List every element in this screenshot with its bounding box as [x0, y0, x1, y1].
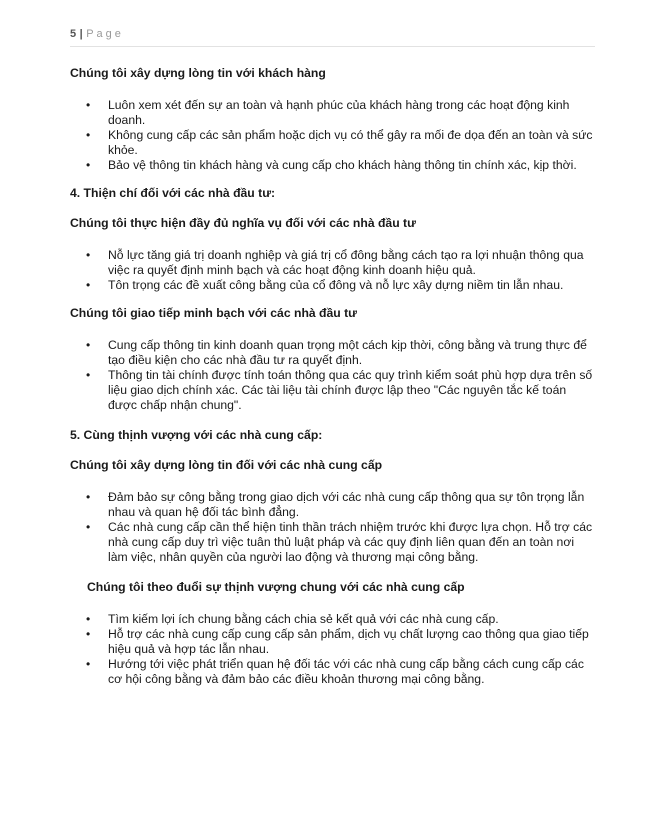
list-item: [70, 278, 595, 293]
list-item-text: Thông tin tài chính được tính toán thông qua các quy trình kiểm soát phù hợp dựa trên số liệu giao dịch chính xác. Các tài liệu tài chính được lập theo "Các nguyên tắc kế toán được chấp nhận chung".: [108, 368, 593, 412]
bullet-icon: •: [86, 657, 91, 671]
section-heading: 4. Thiện chí đối với các nhà đầu tư:: [70, 186, 276, 200]
bullet-icon: •: [86, 98, 91, 112]
bullet-icon: •: [86, 128, 91, 142]
list-item-text: Tôn trọng các đề xuất công bằng của cổ đông và nỗ lực xây dựng niềm tin lẫn nhau.: [108, 278, 564, 292]
list-item-text: Nỗ lực tăng giá trị doanh nghiệp và giá trị cổ đông bằng cách tạo ra lợi nhuận thông qua việc ra quyết định minh bạch và các hoạt động kinh doanh hiệu quả.: [108, 248, 584, 277]
section-heading: Chúng tôi giao tiếp minh bạch với các nhà đầu tư: [70, 306, 357, 320]
list-item-text: Các nhà cung cấp cần thể hiện tinh thần trách nhiệm trước khi được lựa chọn. Hỗ trợ các nhà cung cấp duy trì việc tuân thủ luật pháp và các quy định liên quan đến an toàn nơi làm việc, nhân quyền của người lao động và thương mại công bằng.: [108, 520, 593, 564]
bullet-list: [70, 98, 595, 173]
list-item: [70, 128, 595, 158]
bullet-icon: •: [86, 278, 91, 292]
list-item-text: Hướng tới việc phát triển quan hệ đối tác với các nhà cung cấp bằng cách cung cấp các cơ hội công bằng và đảm bảo các điều khoản thương mại công bằng.: [108, 657, 584, 686]
bullet-list: [70, 612, 595, 687]
list-item: [70, 368, 595, 413]
list-item-text: Cung cấp thông tin kinh doanh quan trọng một cách kịp thời, công bằng và trung thực để tạo điều kiện cho các nhà đầu tư ra quyết định.: [108, 338, 587, 367]
list-item: [70, 490, 595, 520]
page-header: [70, 28, 595, 47]
list-item: [70, 520, 595, 565]
section-heading: Chúng tôi thực hiện đầy đủ nghĩa vụ đối với các nhà đầu tư: [70, 216, 416, 230]
document-body: [70, 66, 595, 687]
list-item: [70, 657, 595, 687]
bullet-list: [70, 248, 595, 293]
page-separator: |: [79, 28, 84, 40]
bullet-icon: •: [86, 520, 91, 534]
section-heading: Chúng tôi theo đuổi sự thịnh vượng chung với các nhà cung cấp: [87, 580, 465, 594]
bullet-list: [70, 490, 595, 565]
bullet-icon: •: [86, 158, 91, 172]
list-item: [70, 158, 595, 173]
bullet-icon: •: [86, 627, 91, 641]
page-label: Page: [86, 28, 124, 40]
bullet-icon: •: [86, 612, 91, 626]
list-item-text: Đảm bảo sự công bằng trong giao dịch với các nhà cung cấp thông qua sự tôn trọng lẫn nhau và quan hệ đối tác bình đẳng.: [108, 490, 585, 519]
section-heading: Chúng tôi xây dựng lòng tin đối với các nhà cung cấp: [70, 458, 383, 472]
section-heading: 5. Cùng thịnh vượng với các nhà cung cấp:: [70, 428, 323, 442]
list-item: [70, 338, 595, 368]
list-item-text: Tìm kiếm lợi ích chung bằng cách chia sẻ kết quả với các nhà cung cấp.: [108, 612, 499, 626]
list-item-text: Luôn xem xét đến sự an toàn và hạnh phúc của khách hàng trong các hoạt động kinh doanh.: [108, 98, 570, 127]
list-item: [70, 627, 595, 657]
list-item: [70, 98, 595, 128]
section-heading: Chúng tôi xây dựng lòng tin với khách hàng: [70, 66, 326, 80]
list-item-text: Không cung cấp các sản phẩm hoặc dịch vụ có thể gây ra mối đe dọa đến an toàn và sức khỏe.: [108, 128, 593, 157]
list-item-text: Hỗ trợ các nhà cung cấp cung cấp sản phẩm, dịch vụ chất lượng cao thông qua giao tiếp hiệu quả và hợp tác lẫn nhau.: [108, 627, 589, 656]
list-item: [70, 248, 595, 278]
bullet-list: [70, 338, 595, 413]
bullet-icon: •: [86, 490, 91, 504]
bullet-icon: •: [86, 368, 91, 382]
bullet-icon: •: [86, 248, 91, 262]
page-number: 5: [70, 28, 77, 40]
bullet-icon: •: [86, 338, 91, 352]
list-item: [70, 612, 595, 627]
list-item-text: Bảo vệ thông tin khách hàng và cung cấp cho khách hàng thông tin chính xác, kịp thời.: [108, 158, 577, 172]
